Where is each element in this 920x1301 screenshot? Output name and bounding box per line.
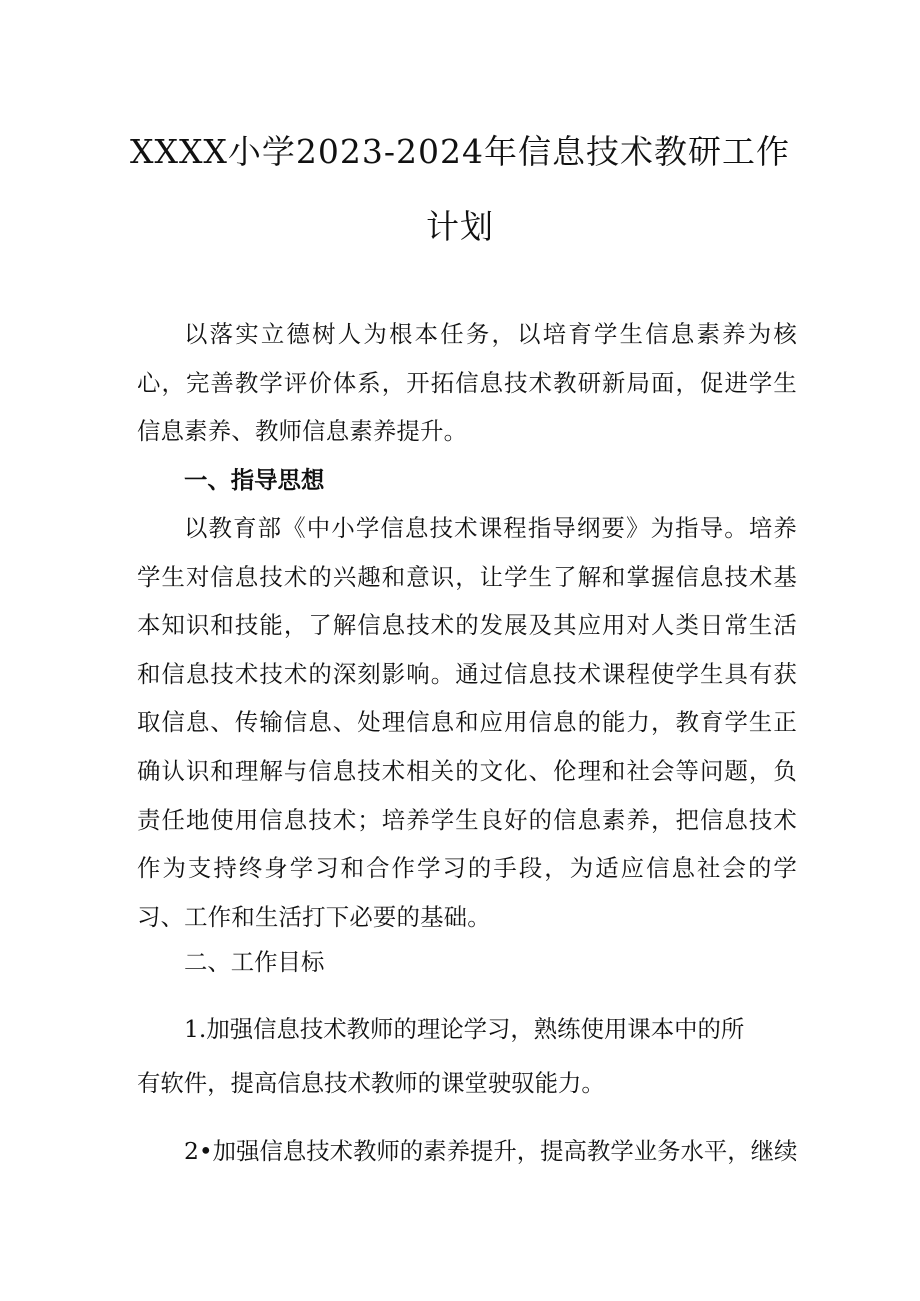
intro-paragraph: 以落实立德树人为根本任务，以培育学生信息素养为核心，完善教学评价体系，开拓信息技术教研新局面，促进学生信息素养、教师信息素养提升。 bbox=[137, 320, 797, 446]
goal-item-2-line1: 2•加强信息技术教师的素养提升，提高教学业务水平，继续 bbox=[184, 1137, 798, 1165]
guiding-ideology-paragraph: 以教育部《中小学信息技术课程指导纲要》为指导。培养学生对信息技术的兴趣和意识，让学生了解和掌握信息技术基本知识和技能，了解信息技术的发展及其应用对人类日常生活和信息技术技术的深刻影响。通过信息技术课程使学生具有获取信息、传输信息、处理信息和应用信息的能力，教育学生正确认识和理解与信息技术相关的文化、伦理和社会等问题，负责任地使用信息技术；培养学生良好的信息素养，把信息技术作为支持终身学习和合作学习的手段，为适应信息社会的学习、工作和生活打下必要的基础。 bbox=[137, 514, 797, 931]
goal-item-1 bbox=[137, 1002, 797, 1110]
document-title-line1: XXXX小学2023-2024年信息技术教研工作 bbox=[129, 132, 791, 171]
goal-item-1-line1: 1.加强信息技术教师的理论学习，熟练使用课本中的所 bbox=[184, 1015, 745, 1043]
section-heading-guiding-ideology: 一、指导思想 bbox=[184, 466, 325, 494]
goal-item-1-line2: 有软件，提高信息技术教师的课堂驶驭能力。 bbox=[137, 1069, 605, 1097]
goal-item-2 bbox=[137, 1124, 797, 1178]
section-heading-work-goals: 二、工作目标 bbox=[184, 948, 325, 976]
document-title-line2: 计划 bbox=[426, 207, 494, 246]
